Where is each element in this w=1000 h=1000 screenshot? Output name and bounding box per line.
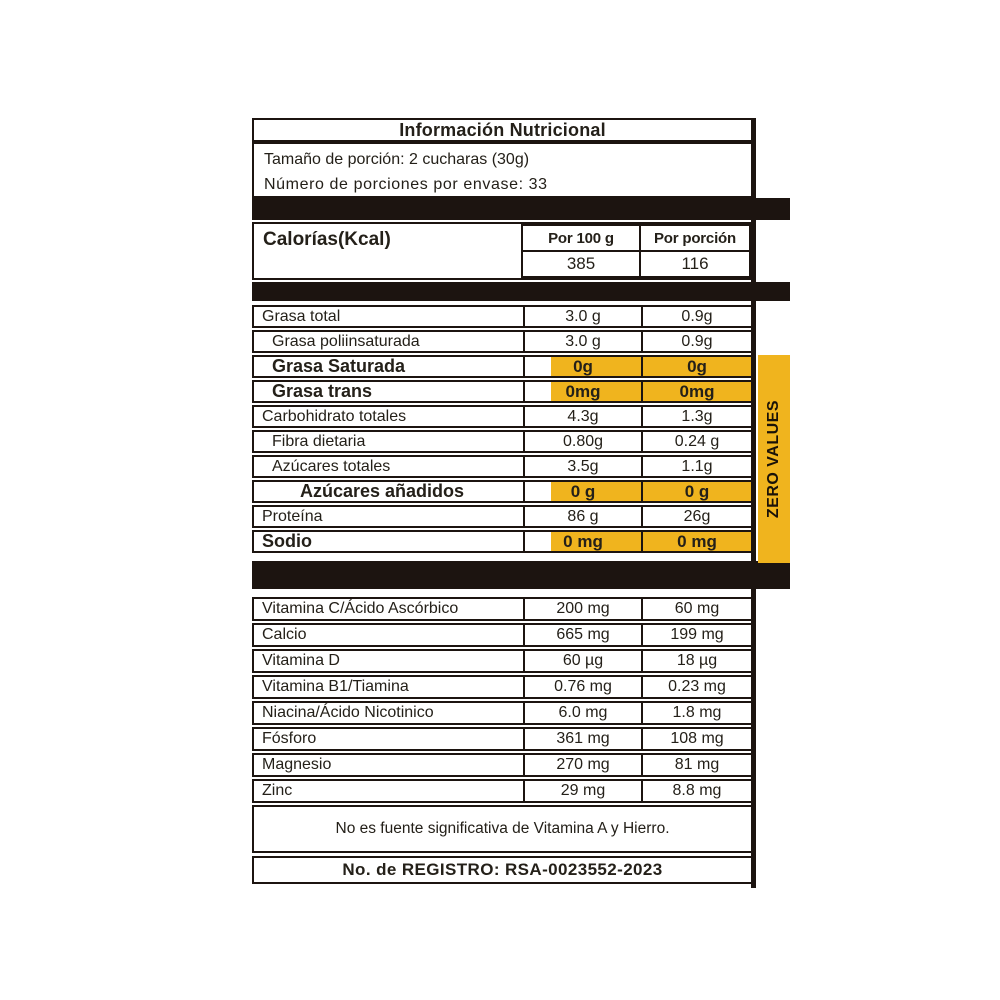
value-per-portion: 8.8 mg: [641, 781, 751, 801]
table-right-border: [751, 118, 756, 888]
value-per-100g: 3.0 g: [523, 307, 641, 326]
table-row: [252, 355, 753, 378]
value-per-100g: 0 g: [523, 482, 641, 501]
value-per-100g: 29 mg: [523, 781, 641, 801]
calories-table: [521, 224, 751, 278]
nutrient-name: Grasa total: [262, 307, 341, 325]
value-per-portion: 199 mg: [641, 625, 751, 645]
nutrient-name: Fósforo: [262, 730, 317, 747]
divider-bar-middle: [252, 282, 790, 301]
table-row: [252, 727, 753, 751]
value-per-100g: 86 g: [523, 507, 641, 526]
table-row: [252, 480, 753, 503]
value-per-100g: 665 mg: [523, 625, 641, 645]
nutrient-rows: [252, 305, 790, 553]
nutrition-label: [252, 118, 790, 884]
significance-note: No es fuente significativa de Vitamina A y Hierro.: [335, 820, 670, 837]
value-per-100g: 270 mg: [523, 755, 641, 775]
calories-label: Calorías(Kcal): [263, 229, 391, 250]
column-header-per-portion: Por porción: [640, 225, 750, 251]
table-row: [252, 597, 753, 621]
nutrient-name: Vitamina C/Ácido Ascórbico: [262, 600, 459, 617]
table-row: [252, 530, 753, 553]
nutrient-name: Niacina/Ácido Nicotinico: [262, 704, 434, 721]
value-per-portion: 1.3g: [641, 407, 751, 426]
value-per-100g: 0g: [523, 357, 641, 376]
table-row: [252, 505, 753, 528]
table-row: [252, 305, 753, 328]
zero-values-label: ZERO VALUES: [765, 399, 782, 519]
value-per-portion: 26g: [641, 507, 751, 526]
value-per-portion: 1.1g: [641, 457, 751, 476]
servings-per-container-line: Número de porciones por envase: 33: [264, 176, 548, 193]
nutrient-name: Grasa Saturada: [272, 357, 406, 376]
label-title-box: [252, 118, 753, 142]
nutrient-name: Vitamina B1/Tiamina: [262, 678, 409, 695]
table-row: [252, 623, 753, 647]
nutrient-name: Azúcares añadidos: [300, 482, 465, 501]
value-per-100g: 361 mg: [523, 729, 641, 749]
column-header-per-100g: Por 100 g: [522, 225, 640, 251]
registry-number: No. de REGISTRO: RSA-0023552-2023: [342, 860, 663, 879]
value-per-100g: 0 mg: [523, 532, 641, 551]
calories-section: [252, 222, 753, 280]
value-per-portion: 18 µg: [641, 651, 751, 671]
zero-values-strip: [758, 355, 790, 563]
significance-note-box: [252, 805, 753, 853]
value-per-portion: 0mg: [641, 382, 751, 401]
value-per-100g: 0.76 mg: [523, 677, 641, 697]
value-per-100g: 200 mg: [523, 599, 641, 619]
divider-bar-top: [252, 198, 790, 220]
value-per-100g: 0.80g: [523, 432, 641, 451]
value-per-portion: 60 mg: [641, 599, 751, 619]
nutrient-name: Fibra dietaria: [272, 432, 366, 450]
value-per-100g: 0mg: [523, 382, 641, 401]
value-per-portion: 0.9g: [641, 307, 751, 326]
table-row: [252, 455, 753, 478]
serving-info-box: [252, 142, 753, 198]
value-per-portion: 0.23 mg: [641, 677, 751, 697]
registry-box: [252, 856, 753, 884]
value-per-portion: 0 mg: [641, 532, 751, 551]
value-per-portion: 0g: [641, 357, 751, 376]
calories-per-portion-value: 116: [640, 251, 750, 277]
table-row: [252, 753, 753, 777]
value-per-portion: 1.8 mg: [641, 703, 751, 723]
table-row: [252, 779, 753, 803]
nutrient-name: Carbohidrato totales: [262, 407, 407, 425]
nutrient-name: Zinc: [262, 782, 293, 799]
nutrient-name: Proteína: [262, 507, 323, 525]
nutrient-name: Grasa trans: [272, 382, 373, 401]
nutrient-name: Grasa poliinsaturada: [272, 332, 420, 350]
value-per-portion: 0 g: [641, 482, 751, 501]
table-row: [252, 701, 753, 725]
serving-size-line: Tamaño de porción: 2 cucharas (30g): [264, 151, 530, 168]
value-per-portion: 81 mg: [641, 755, 751, 775]
value-per-portion: 108 mg: [641, 729, 751, 749]
table-row: [252, 430, 753, 453]
vitamin-rows: [252, 597, 790, 803]
nutrient-name: Calcio: [262, 626, 307, 643]
table-row: [252, 649, 753, 673]
table-row: [252, 675, 753, 699]
divider-bar-bottom: [252, 561, 790, 589]
label-title: Información Nutricional: [399, 119, 606, 140]
nutrient-name: Vitamina D: [262, 652, 340, 669]
value-per-portion: 0.9g: [641, 332, 751, 351]
value-per-100g: 3.5g: [523, 457, 641, 476]
table-row: [252, 405, 753, 428]
nutrient-name: Sodio: [262, 532, 312, 551]
value-per-100g: 6.0 mg: [523, 703, 641, 723]
value-per-100g: 60 µg: [523, 651, 641, 671]
table-row: [252, 380, 753, 403]
value-per-portion: 0.24 g: [641, 432, 751, 451]
nutrient-name: Azúcares totales: [272, 457, 391, 475]
table-row: [252, 330, 753, 353]
value-per-100g: 4.3g: [523, 407, 641, 426]
calories-per-100g-value: 385: [522, 251, 640, 277]
nutrient-name: Magnesio: [262, 756, 332, 773]
value-per-100g: 3.0 g: [523, 332, 641, 351]
